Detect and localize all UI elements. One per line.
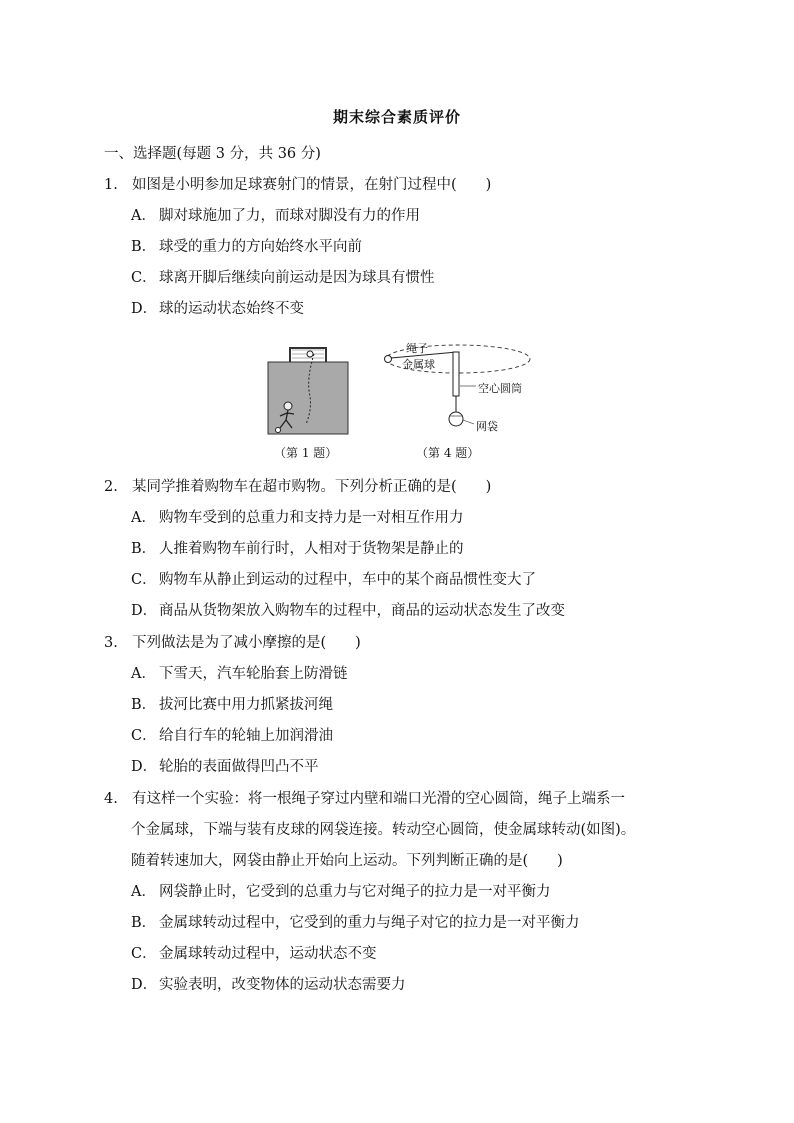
option-1a [131,206,420,226]
option-label: D． [131,603,158,619]
option-1d [131,299,304,319]
question-text: 下列做法是为了减小摩擦的是( ) [132,635,361,651]
option-text: 商品从货物架放入购物车的过程中，商品的运动状态发生了改变 [159,603,565,619]
option-3c [131,726,333,746]
option-label: A． [131,884,156,900]
question-4-line-3: 随着转速加大，网袋由静止开始向上运动。下列判断正确的是( ) [131,853,563,869]
fig4-label-rope: 绳子 [406,342,428,355]
option-label: B． [131,915,157,931]
question-2 [104,477,491,497]
option-text: 金属球转动过程中，运动状态不变 [159,946,377,962]
option-text: 轮胎的表面做得凹凸不平 [159,759,319,775]
option-label: D． [131,759,158,775]
option-label: A． [131,666,156,682]
option-text: 实验表明，改变物体的运动状态需要力 [159,977,406,993]
question-3 [104,633,361,653]
option-text: 购物车从静止到运动的过程中，车中的某个商品惯性变大了 [159,572,536,588]
question-number: 1. [104,177,118,193]
option-text: 球受的重力的方向始终水平向前 [159,239,362,255]
option-3b [131,695,333,715]
question-4-line-2: 个金属球，下端与装有皮球的网袋连接。转动空心圆筒，使金属球转动(如图)。 [131,822,636,838]
section-heading: 一、选择题(每题 3 分，共 36 分) [104,146,321,162]
option-label: D． [131,301,158,317]
option-text: 给自行车的轮轴上加润滑油 [159,728,333,744]
option-text: 球的运动状态始终不变 [159,301,304,317]
question-number: 4. [104,791,118,807]
option-label: B． [131,541,157,557]
fig4-label-tube: 空心圆筒 [478,382,522,395]
option-label: C． [131,270,157,286]
fig4-label-net: 网袋 [476,420,498,433]
option-2d [131,601,565,621]
question-number: 2. [104,479,118,495]
question-1 [104,175,491,195]
option-2a [131,508,464,528]
option-2b [131,539,464,559]
option-label: B． [131,239,157,255]
option-label: C． [131,946,157,962]
option-text: 下雪天，汽车轮胎套上防滑链 [159,666,348,682]
page-title: 期末综合素质评价 [332,108,461,126]
option-1c [131,268,435,288]
option-4c [131,944,377,964]
option-text: 球离开脚后继续向前运动是因为球具有惯性 [159,270,435,286]
option-1b [131,237,362,257]
fig1-caption: （第 1 题） [274,446,338,460]
fig4-caption: （第 4 题） [416,446,480,460]
option-text: 脚对球施加了力，而球对脚没有力的作用 [159,208,420,224]
option-text: 拔河比赛中用力抓紧拔河绳 [159,697,333,713]
option-text: 购物车受到的总重力和支持力是一对相互作用力 [159,510,464,526]
option-text: 网袋静止时，它受到的总重力与它对绳子的拉力是一对平衡力 [159,884,551,900]
option-4a [131,882,551,902]
option-4d [131,975,406,995]
question-text: 如图是小明参加足球赛射门的情景，在射门过程中( ) [132,177,492,193]
fig4-label-ball: 金属球 [402,358,435,371]
question-text: 有这样一个实验：将一根绳子穿过内壁和端口光滑的空心圆筒，绳子上端系一 [132,791,625,807]
question-number: 3. [104,635,118,651]
option-label: C． [131,572,157,588]
option-label: A． [131,208,156,224]
option-3a [131,664,348,684]
option-4b [131,913,580,933]
option-label: B． [131,697,157,713]
question-text: 某同学推着购物车在超市购物。下列分析正确的是( ) [132,479,492,495]
question-4 [104,789,625,809]
option-text: 人推着购物车前行时，人相对于货物架是静止的 [159,541,464,557]
option-3d [131,757,319,777]
figures [266,340,536,465]
option-label: A． [131,510,156,526]
fig1-soccer-scene [268,348,348,434]
option-label: D． [131,977,158,993]
option-label: C． [131,728,157,744]
option-2c [131,570,536,590]
option-text: 金属球转动过程中，它受到的重力与绳子对它的拉力是一对平衡力 [159,915,580,931]
